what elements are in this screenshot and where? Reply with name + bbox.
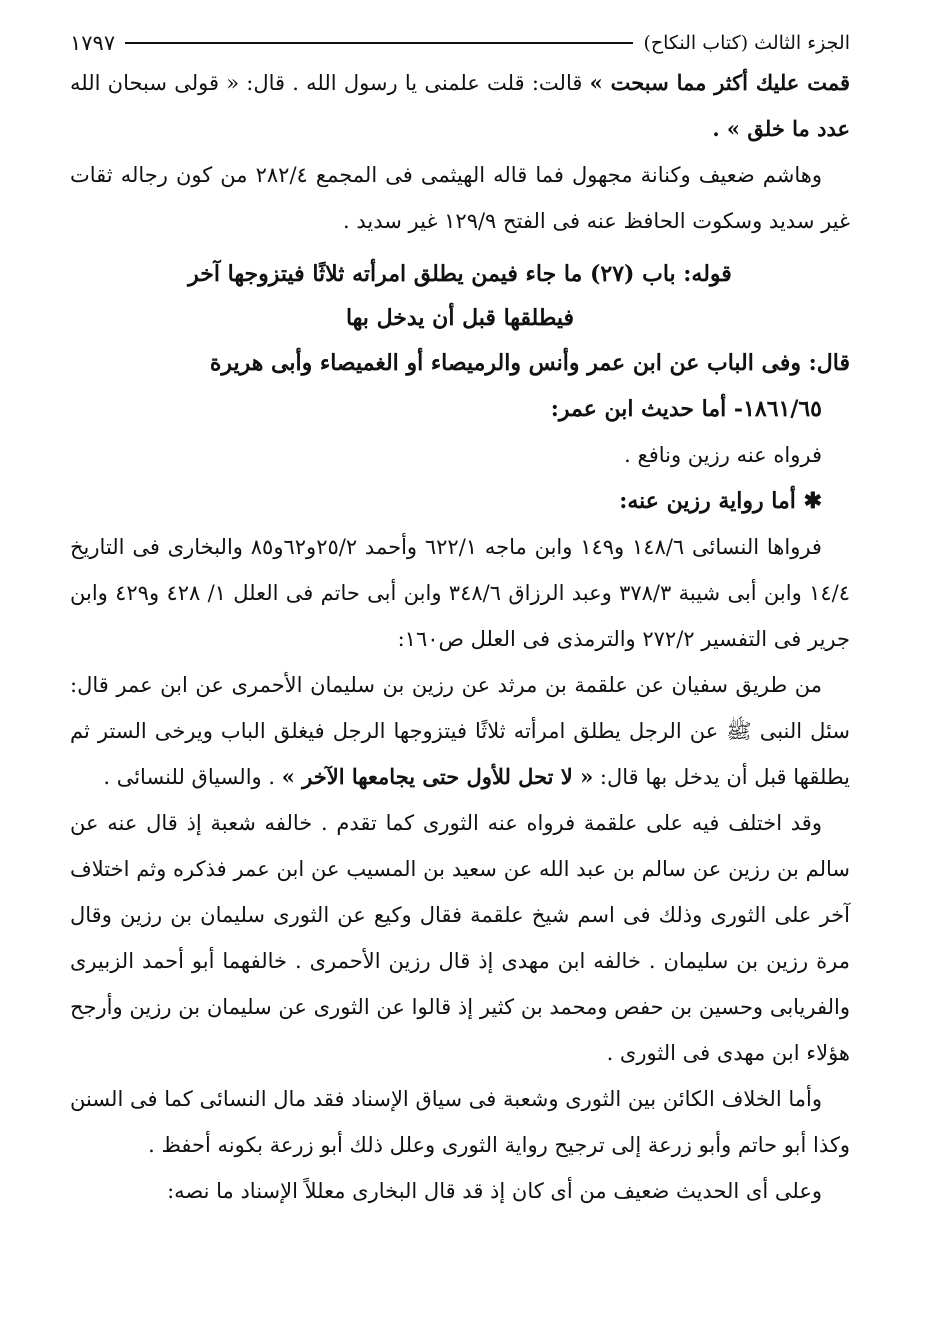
bab-line: قال: وفى الباب عن ابن عمر وأنس والرميصاء أو الغميصاء وأبى هريرة <box>209 350 850 376</box>
hadith-number: ١٨٦١/٦٥- أما حديث ابن عمر: <box>550 396 822 422</box>
intro-paragraph-1 <box>70 60 850 152</box>
intro-paragraph-2: وهاشم ضعيف وكنانة مجهول فما قاله الهيثمى فى المجمع ٢٨٢/٤ من كون رجاله ثقات غير سديد وسكوت الحافظ عنه فى الفتح ١٢٩/٩ غير سديد . <box>70 163 850 233</box>
document-page <box>70 26 850 1214</box>
intro-line-rest: قالت: قلت علمنى يا رسول الله . قال: « قولى سبحان الله <box>70 71 583 95</box>
riwaya-heading-row <box>70 478 850 524</box>
sources-paragraph: فرواها النسائى ١٤٨/٦ و١٤٩ وابن ماجه ٦٢٢/١ وأحمد ٢٥/٢و٦٢و٨٥ والبخارى فى التاريخ ١٤/٤ وابن أبى شيبة ٣٧٨/٣ وعبد الرزاق ٣٤٨/٦ وابن أبى حاتم فى العلل ١/ ٤٢٨ و٤٢٩ وابن جرير فى التفسير ٢٧٢/٢ والترمذى فى العلل ص١٦٠: <box>70 535 850 651</box>
header-rule <box>125 42 633 44</box>
isnad-attribution: . والسياق للنسائى . <box>103 765 276 789</box>
prophetic-quote: « لا تحل للأول حتى يجامعها الآخر » <box>281 764 594 789</box>
isnad-text: من طريق سفيان عن علقمة بن مرثد عن رزين بن سليمان الأحمرى عن ابن عمر قال: سئل النبى ﷺ عن الرجل يطلق امرأته ثلاثًا فيتزوجها الرجل فيغلق الباب ويرخى الستر ثم يطلقها قبل أن يدخل بها قال: <box>70 673 850 789</box>
ikhtilaf-paragraph: وقد اختلف فيه على علقمة فرواه عنه الثورى كما تقدم . خالفه شعبة إذ قال عنه عن سالم بن رزين عن سالم بن عبد الله عن سعيد بن المسيب عن ابن عمر فذكره وثم اختلاف آخر على الثورى وذلك فى اسم شيخ علقمة فقال وكيع عن الثورى سليمان بن رزين وقال مرة رزين بن سليمان . خالفه ابن مهدى إذ قال رزين الأحمرى . خالفهما أبو أحمد الزبيرى والفريابى وحسين بن حفص ومحمد بن كثير إذ قالوا عن الثورى عن سليمان بن رزين وأرجح هؤلاء ابن مهدى فى الثورى . <box>70 811 850 1065</box>
intro-line-2: عدد ما خلق » . <box>712 116 850 141</box>
isnad-paragraph <box>70 662 850 800</box>
chapter-heading-line-1: قوله: باب (٢٧) ما جاء فيمن يطلق امرأته ثلاثًا فيتزوجها آخر <box>188 261 732 287</box>
chapter-heading-line-2: فيطلقها قبل أن يدخل بها <box>345 305 575 331</box>
page-number: ١٧٩٧ <box>70 31 116 55</box>
narrators-line: فرواه عنه رزين ونافع . <box>624 443 822 467</box>
star-marker: ✱ <box>803 488 822 514</box>
khilaf-paragraph: وأما الخلاف الكائن بين الثورى وشعبة فى سياق الإسناد فقد مال النسائى كما فى السنن وكذا أبو حاتم وأبو زرعة إلى ترجيح رواية الثورى وعلل ذلك أبو زرعة بكونه أحفظ . <box>70 1087 850 1157</box>
riwaya-heading: أما رواية رزين عنه: <box>619 488 796 514</box>
chapter-title: الجزء الثالث (كتاب النكاح) <box>643 32 850 54</box>
chapter-heading <box>70 252 850 340</box>
final-paragraph: وعلى أى الحديث ضعيف من أى كان إذ قد قال البخارى معللاً الإسناد ما نصه: <box>167 1179 822 1203</box>
intro-bold-quote: قمت عليك أكثر مما سبحت » <box>589 70 850 95</box>
running-header <box>70 26 850 60</box>
